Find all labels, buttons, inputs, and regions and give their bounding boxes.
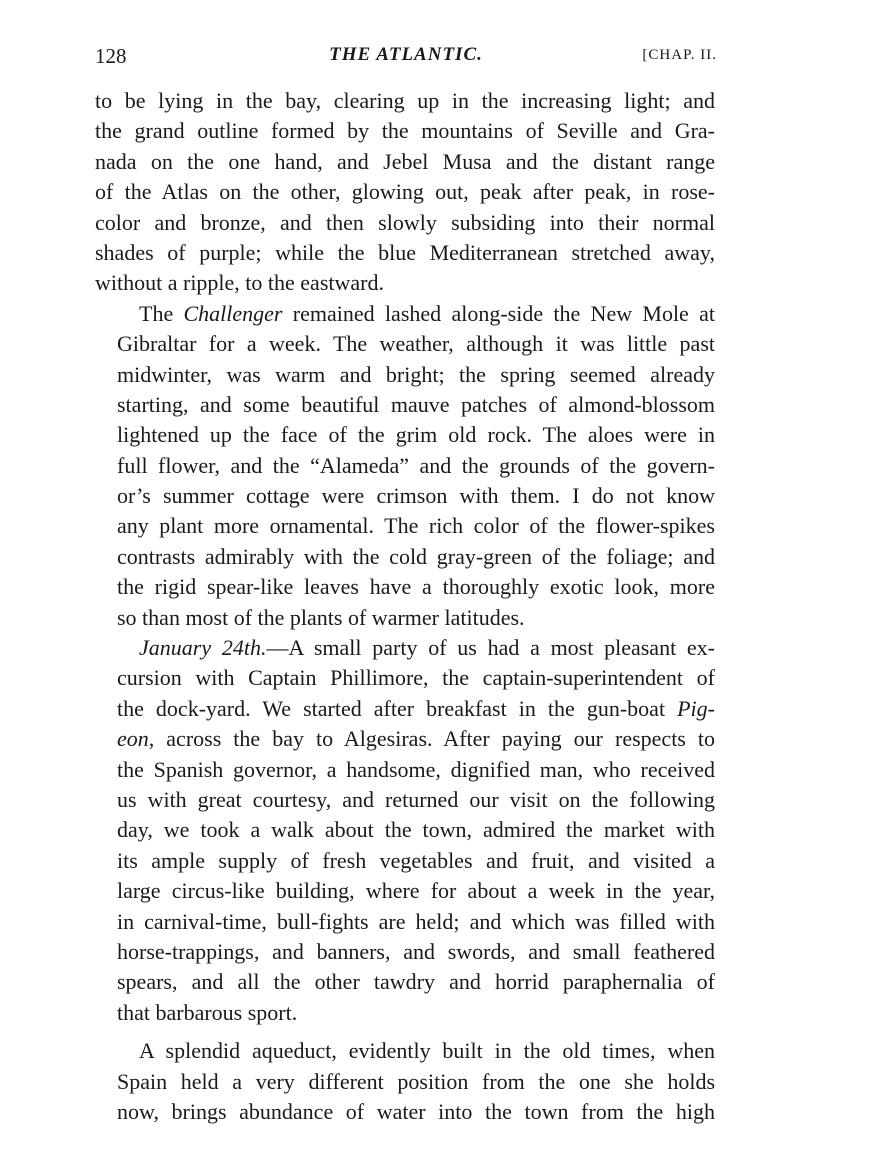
paragraph bbox=[95, 86, 715, 299]
text-line: now, brings abundance of water into the town from the high bbox=[117, 1098, 715, 1124]
text-line: of the Atlas on the other, glowing out, peak after peak, in rose- bbox=[95, 179, 715, 205]
text-line: large circus-like building, where for about a week in the year, bbox=[117, 878, 715, 904]
text-run: the dock-yard. We started after breakfast in the gun-boat bbox=[117, 695, 666, 721]
paragraph bbox=[95, 633, 715, 1028]
text-line: Spain held a very different position from the one she holds bbox=[117, 1068, 715, 1094]
text-run: The bbox=[139, 300, 184, 326]
date-heading: January 24th. bbox=[139, 635, 267, 661]
text-line: without a ripple, to the eastward. bbox=[95, 270, 384, 296]
text-line: midwinter, was warm and bright; the spring seemed already bbox=[117, 361, 715, 387]
text-line: its ample supply of fresh vegetables and fruit, and visited a bbox=[117, 847, 715, 873]
paragraph bbox=[95, 1036, 715, 1127]
text-line bbox=[95, 633, 715, 663]
text-line bbox=[95, 299, 715, 329]
text-line: in carnival-time, bull-fights are held; and which was filled with bbox=[117, 908, 715, 934]
running-title: THE ATLANTIC. bbox=[329, 44, 483, 65]
ship-name: Challenger bbox=[183, 300, 283, 326]
text-line: spears, and all the other tawdry and horrid paraphernalia of bbox=[117, 969, 715, 995]
text-line: full flower, and the “Alameda” and the grounds of the govern- bbox=[117, 452, 715, 478]
text-line: cursion with Captain Phillimore, the captain-superintendent of bbox=[117, 665, 715, 691]
text-line: any plant more ornamental. The rich color of the flower-spikes bbox=[117, 513, 715, 539]
text-line: to be lying in the bay, clearing up in the increasing light; and bbox=[95, 88, 715, 113]
text-line: starting, and some beautiful mauve patches of almond-blossom bbox=[117, 391, 715, 417]
chapter-reference: [CHAP. II. bbox=[642, 47, 717, 63]
text-run: —A small party of us had a most pleasant ex- bbox=[266, 635, 716, 661]
text-line: horse-trappings, and banners, and swords, and small feathered bbox=[117, 938, 715, 964]
text-line: that barbarous sport. bbox=[117, 999, 298, 1025]
text-line bbox=[95, 694, 715, 724]
text-line: shades of purple; while the blue Mediterranean stretched away, bbox=[95, 239, 715, 265]
text-line: the grand outline formed by the mountains of Seville and Gra- bbox=[95, 118, 715, 144]
text-line: color and bronze, and then slowly subsiding into their normal bbox=[95, 209, 715, 235]
text-line: or’s summer cottage were crimson with them. I do not know bbox=[117, 483, 715, 509]
page-number: 128 bbox=[95, 44, 127, 68]
text-line: A splendid aqueduct, evidently built in the old times, when bbox=[139, 1038, 715, 1064]
text-line: the rigid spear-like leaves have a thoroughly exotic look, more bbox=[117, 574, 715, 600]
text-line: contrasts admirably with the cold gray-green of the foliage; and bbox=[117, 543, 715, 569]
text-line: so than most of the plants of warmer latitudes. bbox=[117, 604, 525, 630]
paragraph-gap bbox=[95, 1028, 715, 1036]
text-line: lightened up the face of the grim old rock. The aloes were in bbox=[117, 422, 715, 448]
text-run: remained lashed along-side the New Mole at bbox=[282, 300, 715, 326]
text-line: nada on the one hand, and Jebel Musa and the distant range bbox=[95, 148, 715, 174]
running-header bbox=[95, 44, 717, 74]
text-line: Gibraltar for a week. The weather, although it was little past bbox=[117, 331, 715, 357]
ship-name: eon, bbox=[117, 726, 155, 752]
ship-name: Pig- bbox=[677, 695, 715, 721]
text-run: across the bay to Algesiras. After paying our respects to bbox=[154, 726, 715, 752]
text-line: the Spanish governor, a handsome, dignified man, who received bbox=[117, 756, 715, 782]
text-line: us with great courtesy, and returned our visit on the following bbox=[117, 786, 715, 812]
body-text bbox=[95, 86, 715, 1127]
text-line: day, we took a walk about the town, admired the market with bbox=[117, 817, 715, 843]
text-line bbox=[95, 724, 715, 754]
paragraph bbox=[95, 299, 715, 633]
